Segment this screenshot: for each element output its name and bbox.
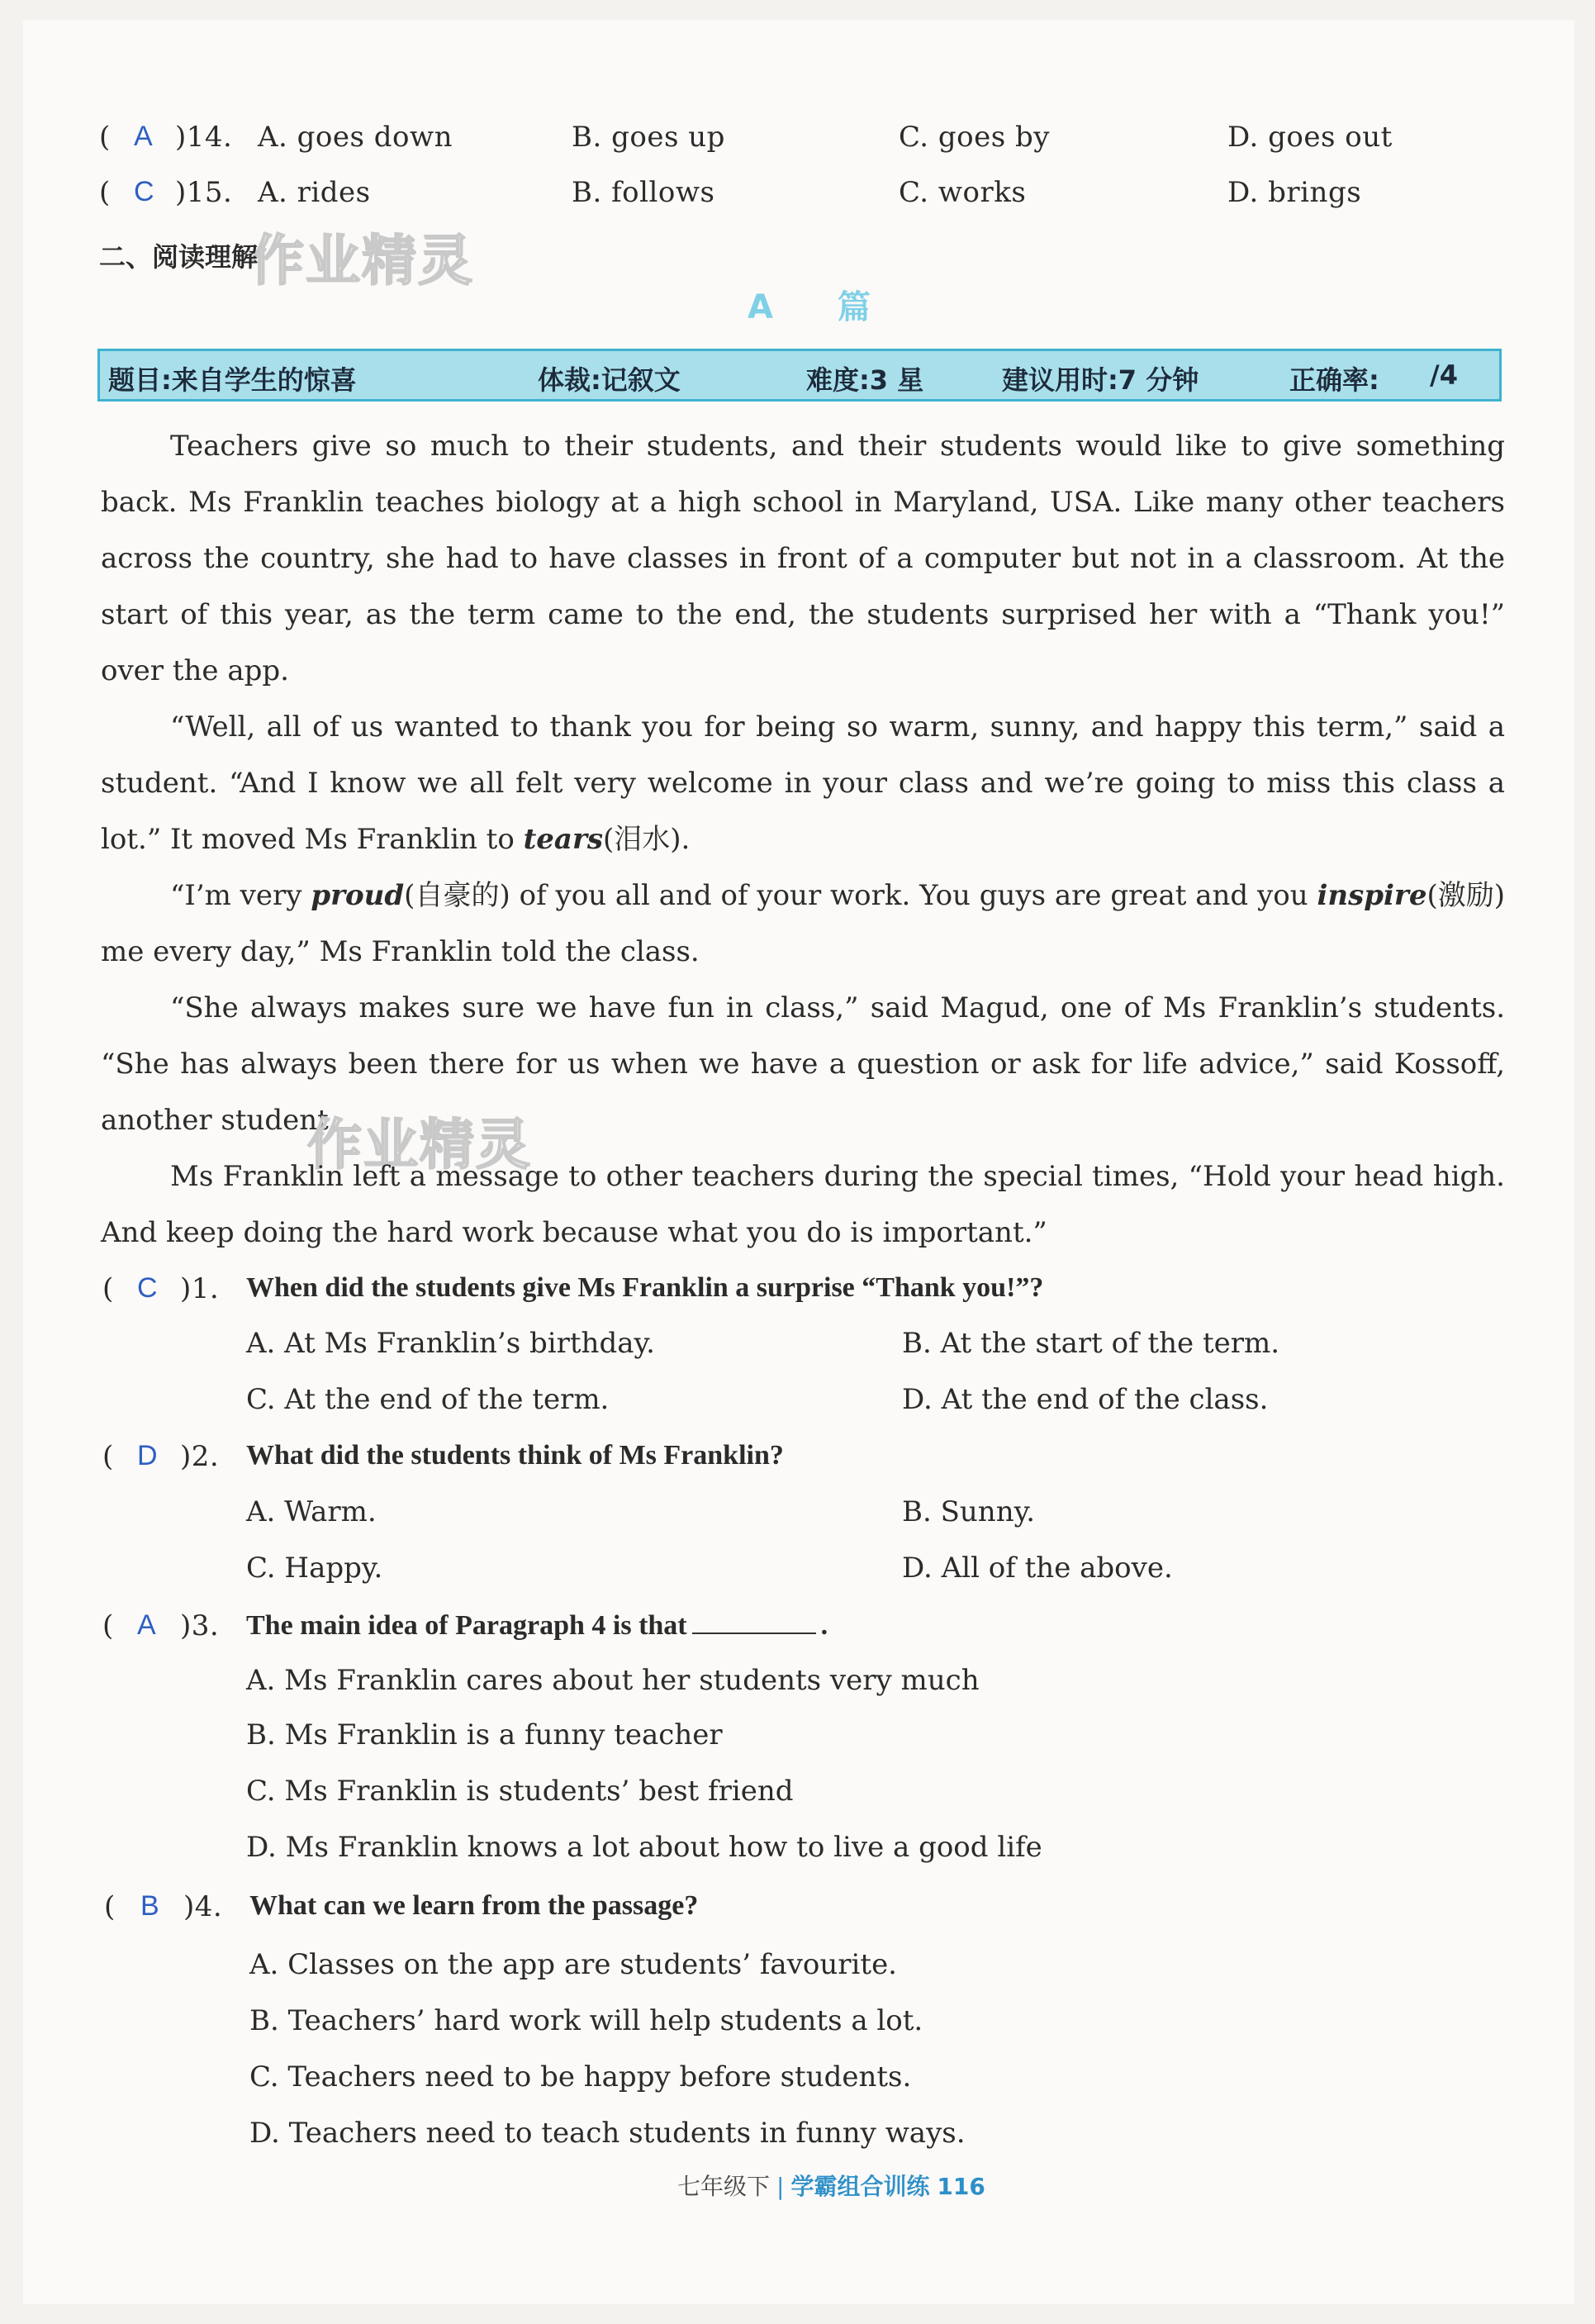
option: B. Sunny. (902, 1495, 1036, 1528)
passage-tag: A 篇 (748, 288, 897, 326)
paragraph-text: “She always makes sure we have fun in class,” said Magud, one of Ms Franklin’s students. “She has always been there for us when we have a question or ask for life advice,” said Kossoff, another student. (101, 991, 1505, 1137)
glossary-word: tears (523, 823, 604, 856)
paragraph-text: “I’m very (170, 879, 311, 912)
option: B. goes up (572, 121, 725, 154)
question-number: )15. (175, 176, 233, 209)
paren-open: ( (99, 121, 111, 154)
passage-paragraph (101, 1148, 1505, 1261)
paragraph-text: Teachers give so much to their students, and their students would like to give something back. Ms Franklin teaches biology at a high school in Maryland, USA. Like many other teachers across the country, she had to have classes in front of a computer but not in a classroom. At the start of this year, as the term came to the end, the students surprised her with a “Thank you!” over the app. (101, 430, 1505, 687)
answer-blank[interactable] (692, 1609, 816, 1634)
question-number: )3. (180, 1609, 220, 1642)
question-stem-text: The main idea of Paragraph 4 is that (246, 1610, 687, 1641)
paren-open: ( (99, 176, 111, 209)
info-accuracy: 正确率: (1289, 364, 1379, 396)
question-number: )14. (175, 121, 233, 154)
option: A. rides (258, 176, 371, 209)
footer-grade: 七年级下 (677, 2173, 771, 2200)
option: B. At the start of the term. (902, 1327, 1280, 1360)
paragraph-text: “Well, all of us wanted to thank you for being so warm, sunny, and happy this term,” said a student. “And I know we all felt very welcome in your class and we’re going to miss this class a lot.” It moved Ms Franklin to (101, 711, 1505, 856)
option: A. Warm. (246, 1495, 377, 1528)
section-title: 二、阅读理解 (99, 241, 259, 273)
option: C. goes by (899, 121, 1051, 154)
paragraph-text: of you all and of your work. You guys are great and you (510, 879, 1317, 912)
info-total: /4 (1430, 359, 1458, 391)
option: A. Classes on the app are students’ favourite. (249, 1948, 897, 1981)
option: A. At Ms Franklin’s birthday. (246, 1327, 655, 1360)
option: D. Teachers need to teach students in funny ways. (249, 2117, 966, 2150)
answer-mark: A (137, 1609, 156, 1641)
question-stem-end: . (820, 1610, 828, 1641)
paragraph-text: Ms Franklin left a message to other teachers during the special times, “Hold your head high. And keep doing the hard work because what you do is important.” (101, 1160, 1505, 1249)
glossary-note: (自豪的) (404, 879, 510, 912)
answer-mark: A (134, 121, 153, 152)
glossary-word: proud (311, 879, 405, 912)
paren-open: ( (102, 1609, 114, 1642)
paren-open: ( (102, 1272, 114, 1305)
option: D. All of the above. (902, 1552, 1173, 1585)
option: B. follows (572, 176, 715, 209)
option: C. Ms Franklin is students’ best friend (246, 1775, 794, 1808)
option: C. Happy. (246, 1552, 383, 1585)
watermark: 作业精灵 (249, 229, 474, 292)
glossary-note: (泪水). (603, 823, 691, 856)
option: C. At the end of the term. (246, 1383, 610, 1416)
option: B. Ms Franklin is a funny teacher (246, 1718, 723, 1751)
passage-paragraph (101, 418, 1505, 699)
watermark: 作业精灵 (307, 1113, 532, 1176)
option: C. works (899, 176, 1027, 209)
page-footer (677, 2169, 985, 2202)
passage-paragraph (101, 699, 1505, 867)
info-topic: 题目:来自学生的惊喜 (108, 364, 357, 396)
option: D. brings (1227, 176, 1362, 209)
answer-mark: D (137, 1440, 158, 1471)
answer-mark: C (137, 1272, 158, 1304)
paren-open: ( (104, 1890, 116, 1923)
question-stem: What did the students think of Ms Franklin? (246, 1440, 784, 1471)
option: A. Ms Franklin cares about her students very much (246, 1664, 980, 1697)
info-time: 建议用时:7 分钟 (1002, 364, 1199, 396)
answer-mark: B (140, 1890, 159, 1922)
option: B. Teachers’ hard work will help students a lot. (249, 2004, 923, 2037)
glossary-word: inspire (1317, 879, 1427, 912)
info-genre: 体裁:记叙文 (538, 364, 681, 396)
footer-separator: | (776, 2173, 785, 2200)
option: D. At the end of the class. (902, 1383, 1269, 1416)
glossary-note: (激励) (1426, 879, 1506, 912)
info-difficulty: 难度:3 星 (806, 364, 924, 396)
option: A. goes down (258, 121, 453, 154)
question-stem: What can we learn from the passage? (249, 1890, 699, 1921)
question-stem (246, 1609, 828, 1642)
option: C. Teachers need to be happy before students. (249, 2060, 912, 2094)
answer-mark: C (134, 176, 154, 207)
passage-paragraph (101, 867, 1505, 980)
paragraph-text: me every day,” Ms Franklin told the class. (101, 935, 700, 968)
question-stem: When did the students give Ms Franklin a surprise “Thank you!”? (246, 1272, 1044, 1303)
footer-brand: 学霸组合训练 (790, 2173, 930, 2200)
page-number: 116 (937, 2173, 985, 2200)
paren-open: ( (102, 1440, 114, 1473)
option: D. Ms Franklin knows a lot about how to live a good life (246, 1831, 1042, 1864)
question-number: )2. (180, 1440, 220, 1473)
question-number: )4. (183, 1890, 223, 1923)
option: D. goes out (1227, 121, 1393, 154)
info-bar (97, 349, 1502, 402)
question-number: )1. (180, 1272, 220, 1305)
